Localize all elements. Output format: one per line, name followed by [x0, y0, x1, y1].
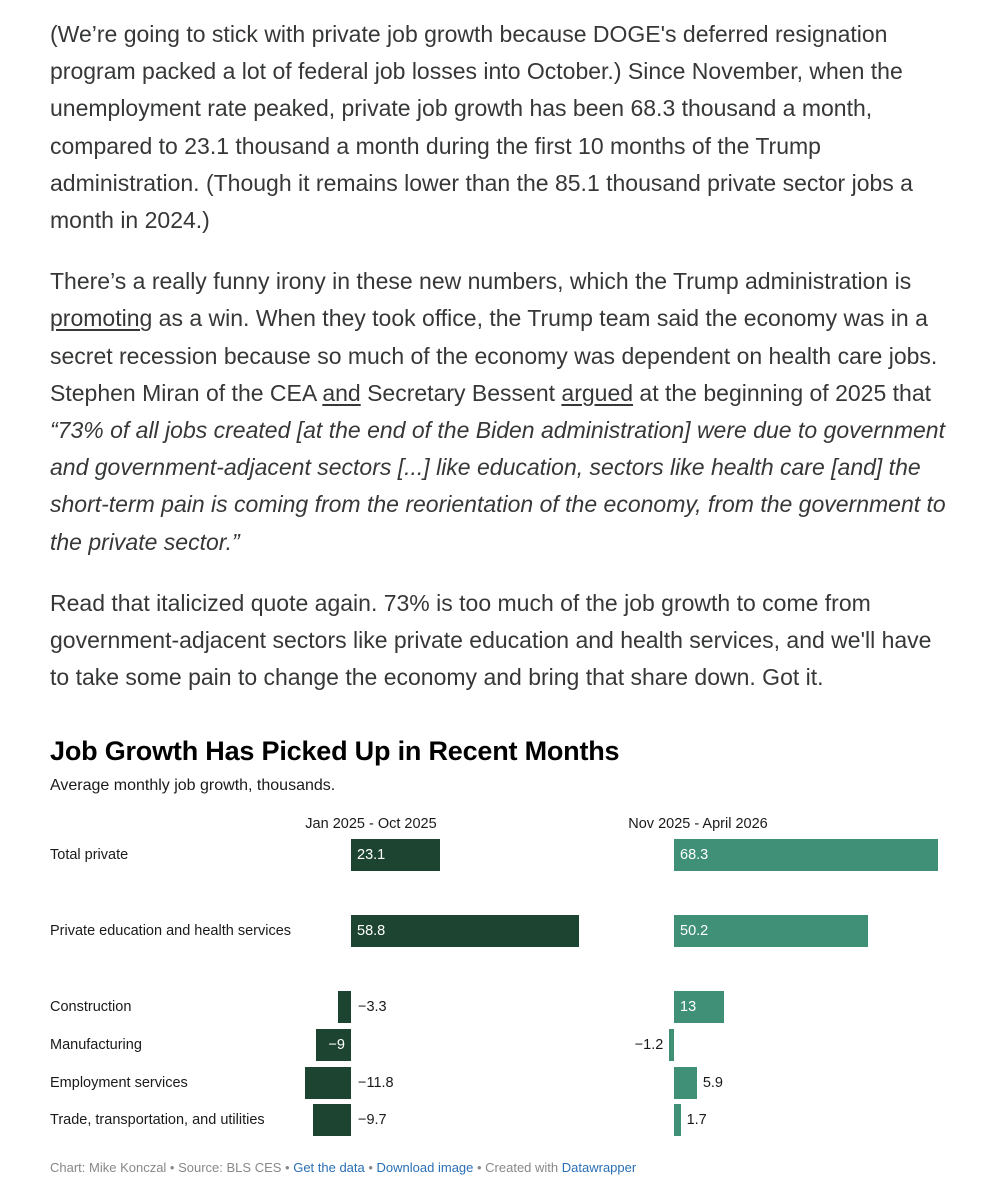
chart-header — [50, 736, 950, 795]
data-label: 68.3 — [680, 847, 709, 863]
data-label: −1.2 — [634, 1037, 664, 1053]
paragraph-1: (We’re going to stick with private job growth because DOGE's deferred resignation program packed a lot of federal job losses into October.) Since November, when the unemployment rate peaked, private job growth has been 68.3 thousand a month, compared to 23.1 thousand a month during the first 10 months of the Trump administration. (Though it remains lower than the 85.1 thousand private sector jobs a month in 2024.) — [50, 21, 913, 234]
chart-footer — [50, 1160, 636, 1175]
data-label: 58.8 — [357, 923, 386, 939]
data-label: −11.8 — [358, 1075, 394, 1091]
paragraph-3: Read that italicized quote again. 73% is too much of the job growth to come from government-adjacent sectors like private education and health services, and we'll have to take some pain to change the economy and bring that share down. Got it. — [50, 589, 932, 691]
data-label: −9.7 — [358, 1112, 387, 1128]
bar — [669, 1029, 674, 1061]
get-the-data-link[interactable]: Get the data — [293, 1160, 365, 1175]
chart-title: Job Growth Has Picked Up in Recent Months — [50, 736, 620, 766]
data-label: −9 — [328, 1037, 345, 1053]
data-label: −3.3 — [358, 999, 387, 1015]
article-body — [50, 16, 950, 720]
bar — [338, 991, 351, 1023]
bar — [674, 839, 938, 871]
bar — [305, 1067, 351, 1099]
italic-quote: “73% of all jobs created [at the end of the Biden administration] were due to government and government-adjacent sectors [...] like education, sectors like health care [and] the short-term pain is coming from the reorientation of the economy, from the government to the private sector.” — [50, 417, 946, 555]
series-header: Jan 2025 - Oct 2025 — [305, 816, 437, 832]
paragraph-2-text: as a win. When they took office, the Trump team said the economy was in a secret recession because so much of the economy was dependent on health care jobs. Stephen Miran of the CEA — [50, 305, 938, 406]
bar — [674, 1067, 697, 1099]
argued-link[interactable]: argued — [561, 379, 634, 406]
datawrapper-link[interactable]: Datawrapper — [561, 1160, 637, 1175]
category-label: Private education and health services — [50, 923, 292, 939]
chart-subtitle: Average monthly job growth, thousands. — [50, 777, 336, 794]
footer-credit: Chart: Mike Konczal • Source: BLS CES • — [50, 1160, 294, 1175]
footer-separator: • — [364, 1160, 377, 1175]
data-label: 23.1 — [357, 847, 386, 863]
data-label: 5.9 — [702, 1075, 723, 1091]
download-image-link[interactable]: Download image — [376, 1160, 474, 1175]
category-label: Trade, transportation, and utilities — [50, 1112, 265, 1128]
paragraph-2-text: Secretary Bessent — [360, 379, 562, 406]
data-label: 50.2 — [680, 923, 709, 939]
promoting-link[interactable]: promoting — [50, 305, 153, 332]
paragraph-2-text: at the beginning of 2025 that — [633, 379, 931, 406]
paragraph-2-text: There’s a really funny irony in these new numbers, which the Trump administration is — [50, 268, 912, 295]
data-label: 1.7 — [686, 1112, 707, 1128]
category-label: Manufacturing — [50, 1037, 142, 1053]
paragraph-2 — [50, 263, 950, 561]
category-label: Employment services — [50, 1075, 188, 1091]
category-label: Construction — [50, 999, 132, 1015]
bar — [313, 1104, 351, 1136]
category-label: Total private — [50, 847, 129, 863]
series-header: Nov 2025 - April 2026 — [628, 816, 768, 832]
footer-separator: • Created with — [473, 1160, 562, 1175]
bar — [674, 1104, 681, 1136]
data-label: 13 — [680, 999, 697, 1015]
and-link[interactable]: and — [322, 379, 361, 406]
